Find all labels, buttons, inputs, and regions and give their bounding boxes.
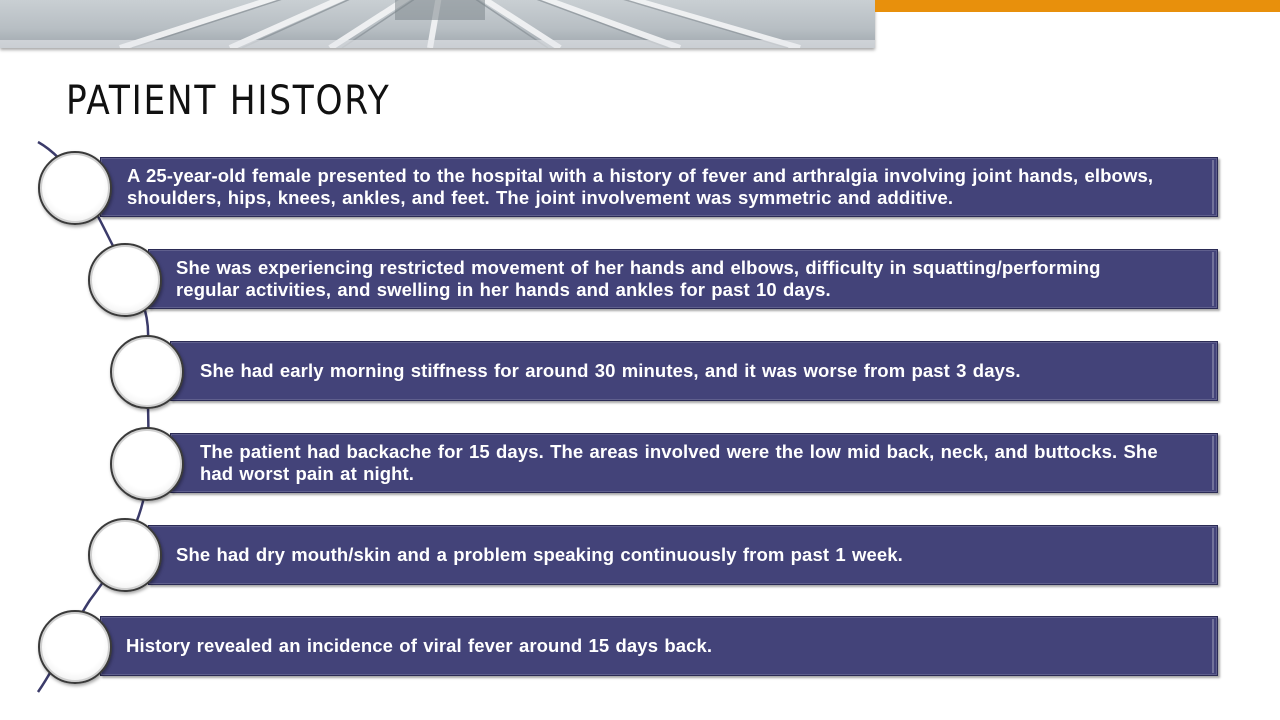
bullet-circle-1 [38,151,112,225]
history-item-text: A 25-year-old female presented to the hospital with a history of fever and arthralgia involving joint hands, elbows, shoulders, hips, knees, ankles, and feet. The joint involvement was symmetric and additive. [127,165,1154,208]
history-item-text: She was experiencing restricted movement of her hands and elbows, difficulty in squatting/performing regular activities, and swelling in her hands and ankles for past 10 days. [176,257,1101,300]
bullet-circle-2 [88,243,162,317]
slide-title: PATIENT HISTORY [66,78,391,124]
history-item-text: The patient had backache for 15 days. The areas involved were the low mid back, neck, and buttocks. She had worst pain at night. [200,441,1158,484]
history-item-text: She had dry mouth/skin and a problem speaking continuously from past 1 week. [176,544,903,565]
bullet-circle-6 [38,610,112,684]
history-item-1 [100,157,1218,217]
history-item-3 [170,341,1218,401]
bullet-circle-3 [110,335,184,409]
history-item-5 [148,525,1218,585]
history-item-4 [170,433,1218,493]
history-item-2 [148,249,1218,309]
history-item-text: History revealed an incidence of viral fever around 15 days back. [126,635,713,656]
bullet-circle-4 [110,427,184,501]
history-item-6 [100,616,1218,676]
history-item-text: She had early morning stiffness for around 30 minutes, and it was worse from past 3 days. [200,360,1021,381]
bullet-circle-5 [88,518,162,592]
